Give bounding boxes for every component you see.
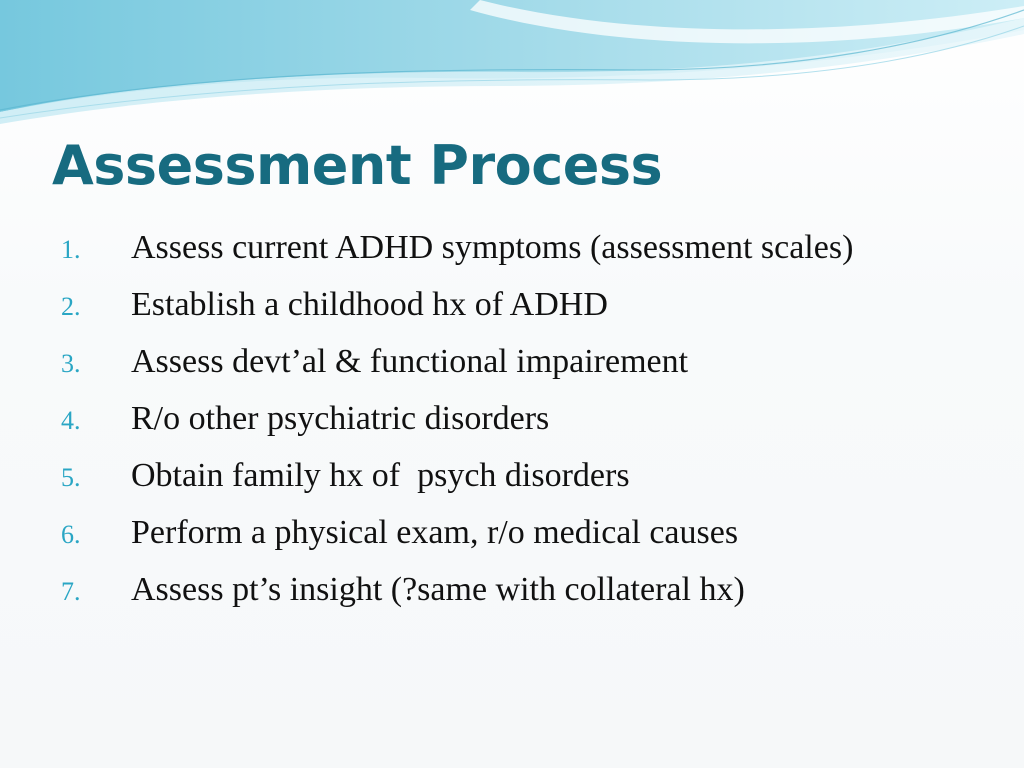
list-item — [0, 338, 1024, 386]
list-item-text: Assess current ADHD symptoms (assessment scales) — [131, 229, 854, 266]
list-item — [0, 395, 1024, 443]
list-item-text: Assess devt’al & functional impairement — [131, 343, 689, 380]
list-item — [0, 452, 1024, 500]
decorative-wave-banner — [0, 0, 1024, 130]
list-item-number: 3. — [61, 349, 81, 378]
list-item-number: 4. — [61, 406, 81, 435]
list-item-number: 7. — [61, 577, 81, 606]
list-item-text: R/o other psychiatric disorders — [131, 400, 550, 437]
slide-title: Assessment Process — [52, 134, 663, 197]
list-item-number: 5. — [61, 463, 81, 492]
list-item — [0, 566, 1024, 614]
list-item-number: 6. — [61, 520, 81, 549]
list-item — [0, 281, 1024, 329]
list-item-text: Assess pt’s insight (?same with collateral hx) — [131, 571, 745, 608]
list-item-text: Establish a childhood hx of ADHD — [131, 286, 608, 323]
list-item — [0, 509, 1024, 557]
assessment-steps-list — [0, 224, 1024, 623]
list-item-text: Perform a physical exam, r/o medical causes — [131, 514, 739, 551]
list-item-number: 2. — [61, 292, 81, 321]
list-item-number: 1. — [61, 235, 81, 264]
list-item — [0, 224, 1024, 272]
list-item-text: Obtain family hx of psych disorders — [131, 457, 630, 494]
